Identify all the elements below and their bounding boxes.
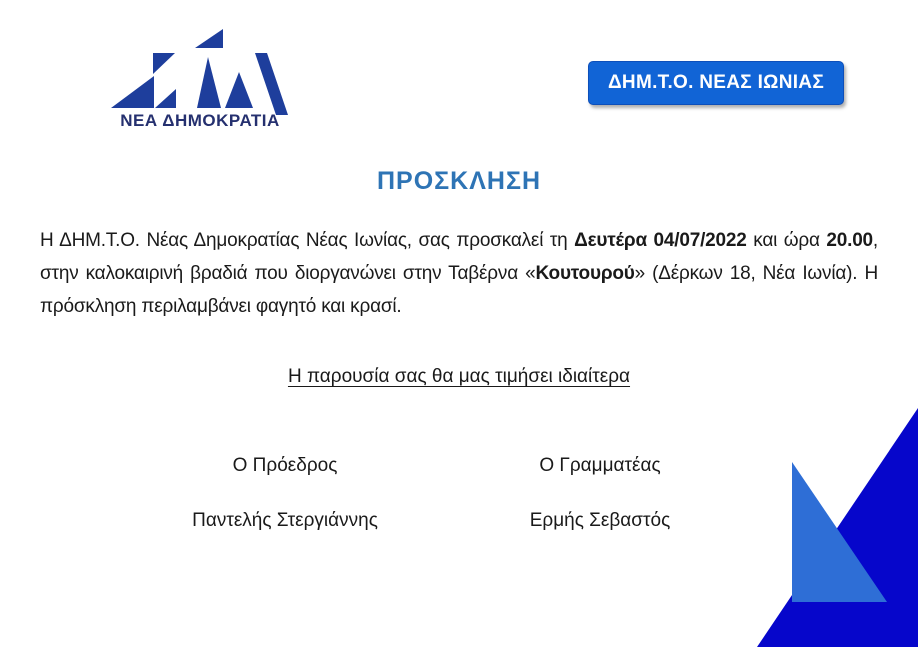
signature-role: Ο Γραμματέας — [539, 455, 661, 476]
highlight-line-text: Η παρουσία σας θα μας τιμήσει ιδιαίτερα — [287, 366, 631, 387]
nd-monogram-icon — [105, 20, 295, 115]
signature-president — [135, 455, 435, 532]
page-title: ΠΡΟΣΚΛΗΣΗ — [376, 167, 542, 195]
paragraph-segment: 20.00 — [826, 230, 873, 251]
signature-name: Ερμής Σεβαστός — [529, 510, 671, 531]
paragraph-segment: και ώρα — [746, 230, 827, 251]
paragraph-segment: Δευτέρα 04/07/2022 — [574, 230, 747, 251]
paragraph-segment: Η ΔΗΜ.Τ.Ο. Νέας Δημοκρατίας Νέας Ιωνίας, σας προσκαλεί τη — [40, 230, 575, 251]
party-logo — [105, 20, 295, 130]
local-org-badge-label: ΔΗΜ.Τ.Ο. ΝΕΑΣ ΙΩΝΙΑΣ — [607, 72, 825, 93]
paragraph-segment: Κουτουρού — [535, 263, 635, 284]
paragraph-segment: , στην καλοκαιρινή βραδιά που διοργανώνει στην Ταβέρνα « — [40, 230, 879, 284]
invitation-paragraph — [40, 224, 878, 323]
signature-secretary — [450, 455, 750, 532]
paragraph-segment: » (Δέρκων 18, Νέα Ιωνία). Η πρόσκληση περιλαμβάνει φαγητό και κρασί. — [40, 263, 878, 317]
signature-name: Παντελής Στεργιάννης — [192, 510, 378, 531]
signature-role: Ο Πρόεδρος — [232, 455, 338, 476]
highlight-line — [0, 366, 918, 388]
party-wordmark: ΝΕΑ ΔΗΜΟΚΡΑΤΙΑ — [120, 111, 280, 130]
local-org-badge — [588, 61, 844, 105]
